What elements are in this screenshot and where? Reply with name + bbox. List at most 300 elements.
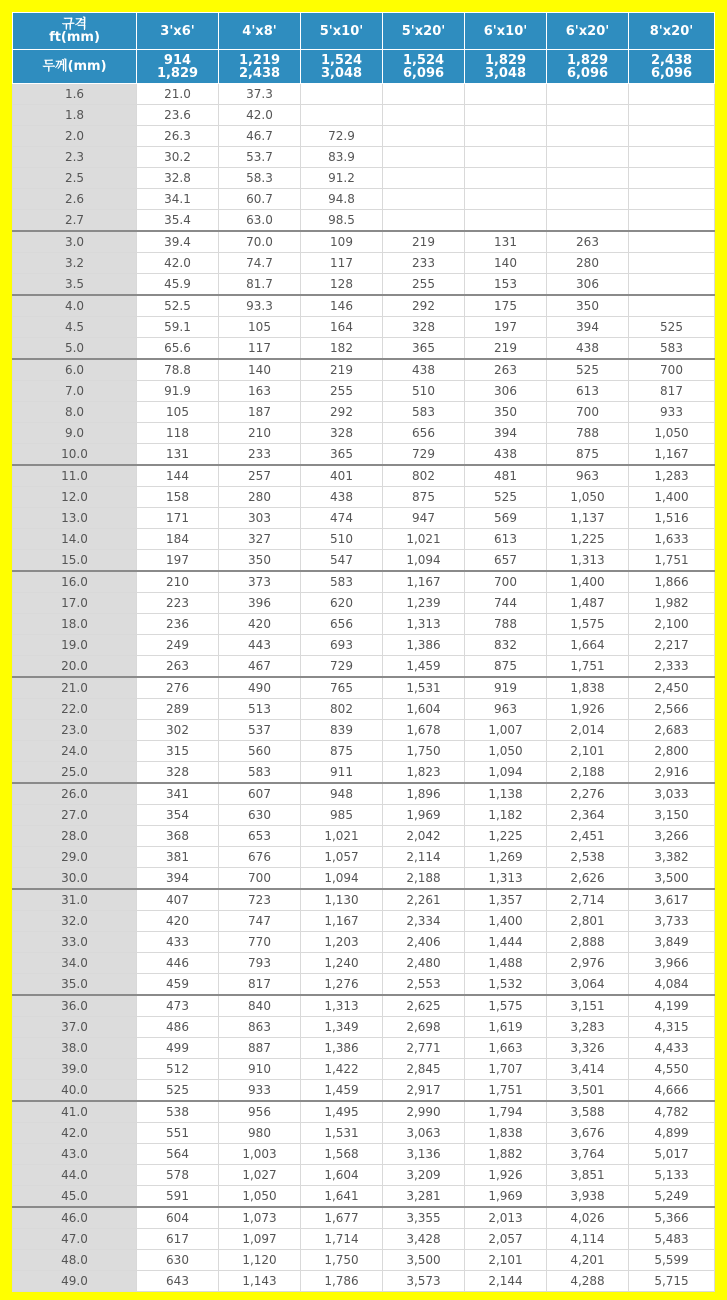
weight-cell: 525 xyxy=(629,317,715,338)
weight-cell: 187 xyxy=(219,402,301,423)
table-row xyxy=(13,805,715,826)
weight-cell xyxy=(629,84,715,105)
weight-cell: 817 xyxy=(219,974,301,996)
weight-cell: 365 xyxy=(383,338,465,360)
weight-cell: 4,315 xyxy=(629,1017,715,1038)
mm-length: 6,096 xyxy=(650,65,693,81)
table-row xyxy=(13,974,715,996)
weight-cell: 438 xyxy=(383,359,465,381)
weight-cell: 2,334 xyxy=(383,911,465,932)
weight-cell: 2,057 xyxy=(465,1229,547,1250)
weight-cell: 171 xyxy=(137,508,219,529)
thickness-cell: 11.0 xyxy=(13,465,137,487)
weight-cell xyxy=(383,210,465,232)
weight-cell: 1,459 xyxy=(301,1080,383,1102)
mm-length: 1,829 xyxy=(156,65,199,81)
weight-cell: 438 xyxy=(465,444,547,466)
mm-width: 1,219 xyxy=(238,52,281,68)
weight-cell: 368 xyxy=(137,826,219,847)
thickness-cell: 12.0 xyxy=(13,487,137,508)
weight-cell: 1,575 xyxy=(465,995,547,1017)
table-row xyxy=(13,84,715,105)
spec-corner-line2: ft(mm) xyxy=(49,30,100,45)
weight-cell: 2,917 xyxy=(383,1080,465,1102)
weight-cell: 1,794 xyxy=(465,1101,547,1123)
weight-cell: 1,969 xyxy=(465,1186,547,1208)
table-row xyxy=(13,593,715,614)
weight-cell: 23.6 xyxy=(137,105,219,126)
weight-cell: 1,138 xyxy=(465,783,547,805)
weight-cell: 747 xyxy=(219,911,301,932)
thickness-cell: 9.0 xyxy=(13,423,137,444)
weight-cell xyxy=(301,105,383,126)
mm-header xyxy=(629,50,715,84)
thickness-cell: 30.0 xyxy=(13,868,137,890)
weight-cell: 289 xyxy=(137,699,219,720)
table-row xyxy=(13,720,715,741)
weight-cell: 365 xyxy=(301,444,383,466)
weight-table-frame xyxy=(12,12,714,1288)
weight-cell: 2,480 xyxy=(383,953,465,974)
weight-cell: 1,896 xyxy=(383,783,465,805)
table-row xyxy=(13,189,715,210)
weight-cell: 1,143 xyxy=(219,1271,301,1292)
weight-cell: 604 xyxy=(137,1207,219,1229)
weight-cell: 1,003 xyxy=(219,1144,301,1165)
weight-cell: 2,801 xyxy=(547,911,629,932)
weight-cell: 2,364 xyxy=(547,805,629,826)
table-row xyxy=(13,1165,715,1186)
thickness-cell: 31.0 xyxy=(13,889,137,911)
weight-cell: 1,097 xyxy=(219,1229,301,1250)
table-row xyxy=(13,1250,715,1271)
weight-cell: 512 xyxy=(137,1059,219,1080)
weight-cell: 58.3 xyxy=(219,168,301,189)
weight-cell: 109 xyxy=(301,231,383,253)
weight-cell: 1,386 xyxy=(383,635,465,656)
weight-cell: 1,838 xyxy=(465,1123,547,1144)
weight-cell: 1,050 xyxy=(629,423,715,444)
weight-cell: 164 xyxy=(301,317,383,338)
weight-cell: 583 xyxy=(219,762,301,784)
weight-cell: 2,566 xyxy=(629,699,715,720)
weight-cell: 933 xyxy=(629,402,715,423)
weight-cell: 1,050 xyxy=(547,487,629,508)
weight-cell: 131 xyxy=(137,444,219,466)
weight-cell: 4,782 xyxy=(629,1101,715,1123)
weight-cell xyxy=(547,147,629,168)
table-row xyxy=(13,635,715,656)
weight-cell: 303 xyxy=(219,508,301,529)
table-row xyxy=(13,147,715,168)
weight-cell: 1,604 xyxy=(383,699,465,720)
weight-cell: 513 xyxy=(219,699,301,720)
weight-cell: 3,764 xyxy=(547,1144,629,1165)
table-row xyxy=(13,699,715,720)
weight-cell xyxy=(629,189,715,210)
weight-cell: 153 xyxy=(465,274,547,296)
weight-cell: 3,281 xyxy=(383,1186,465,1208)
weight-cell: 118 xyxy=(137,423,219,444)
weight-cell: 74.7 xyxy=(219,253,301,274)
weight-cell: 341 xyxy=(137,783,219,805)
weight-cell: 3,500 xyxy=(383,1250,465,1271)
weight-cell: 2,553 xyxy=(383,974,465,996)
mm-header xyxy=(219,50,301,84)
weight-cell: 1,633 xyxy=(629,529,715,550)
weight-cell: 956 xyxy=(219,1101,301,1123)
weight-cell: 263 xyxy=(137,656,219,678)
weight-cell: 236 xyxy=(137,614,219,635)
weight-cell: 394 xyxy=(465,423,547,444)
mm-length: 3,048 xyxy=(484,65,527,81)
weight-cell: 210 xyxy=(137,571,219,593)
thickness-cell: 7.0 xyxy=(13,381,137,402)
weight-cell: 1,707 xyxy=(465,1059,547,1080)
weight-cell: 2,261 xyxy=(383,889,465,911)
weight-cell: 3,588 xyxy=(547,1101,629,1123)
table-row xyxy=(13,889,715,911)
thickness-cell: 17.0 xyxy=(13,593,137,614)
weight-cell: 481 xyxy=(465,465,547,487)
table-row xyxy=(13,359,715,381)
weight-cell: 910 xyxy=(219,1059,301,1080)
weight-cell: 1,167 xyxy=(383,571,465,593)
weight-cell: 1,838 xyxy=(547,677,629,699)
weight-cell: 219 xyxy=(383,231,465,253)
weight-cell: 525 xyxy=(137,1080,219,1102)
weight-cell: 280 xyxy=(547,253,629,274)
weight-cell: 1,130 xyxy=(301,889,383,911)
thickness-cell: 43.0 xyxy=(13,1144,137,1165)
table-row xyxy=(13,1059,715,1080)
size-header: 5'x10' xyxy=(301,13,383,50)
weight-cell: 547 xyxy=(301,550,383,572)
weight-cell: 578 xyxy=(137,1165,219,1186)
weight-cell: 630 xyxy=(219,805,301,826)
table-row xyxy=(13,529,715,550)
thickness-cell: 4.5 xyxy=(13,317,137,338)
table-row xyxy=(13,932,715,953)
thickness-cell: 2.5 xyxy=(13,168,137,189)
thickness-cell: 2.0 xyxy=(13,126,137,147)
weight-cell: 744 xyxy=(465,593,547,614)
weight-cell: 1,313 xyxy=(547,550,629,572)
weight-cell: 2,333 xyxy=(629,656,715,678)
spec-corner-header xyxy=(13,13,137,50)
weight-cell: 53.7 xyxy=(219,147,301,168)
weight-cell: 131 xyxy=(465,231,547,253)
table-row xyxy=(13,741,715,762)
weight-cell: 5,715 xyxy=(629,1271,715,1292)
weight-cell: 1,926 xyxy=(547,699,629,720)
thickness-cell: 37.0 xyxy=(13,1017,137,1038)
weight-cell: 184 xyxy=(137,529,219,550)
weight-cell: 537 xyxy=(219,720,301,741)
weight-cell: 933 xyxy=(219,1080,301,1102)
weight-cell: 2,450 xyxy=(629,677,715,699)
mm-length: 3,048 xyxy=(320,65,363,81)
weight-cell: 3,573 xyxy=(383,1271,465,1292)
table-row xyxy=(13,677,715,699)
weight-cell: 4,199 xyxy=(629,995,715,1017)
weight-cell: 117 xyxy=(219,338,301,360)
weight-cell: 613 xyxy=(465,529,547,550)
weight-cell: 1,531 xyxy=(301,1123,383,1144)
table-row xyxy=(13,423,715,444)
table-row xyxy=(13,381,715,402)
weight-cell: 700 xyxy=(547,402,629,423)
weight-cell: 2,771 xyxy=(383,1038,465,1059)
weight-cell xyxy=(301,84,383,105)
weight-cell: 963 xyxy=(547,465,629,487)
weight-cell: 280 xyxy=(219,487,301,508)
weight-cell: 2,916 xyxy=(629,762,715,784)
weight-cell: 3,849 xyxy=(629,932,715,953)
weight-cell: 1,276 xyxy=(301,974,383,996)
weight-cell: 2,276 xyxy=(547,783,629,805)
weight-cell: 350 xyxy=(547,295,629,317)
weight-cell: 1,575 xyxy=(547,614,629,635)
weight-cell: 1,982 xyxy=(629,593,715,614)
weight-cell: 788 xyxy=(465,614,547,635)
weight-cell: 5,017 xyxy=(629,1144,715,1165)
weight-cell: 396 xyxy=(219,593,301,614)
weight-cell: 2,100 xyxy=(629,614,715,635)
thickness-cell: 33.0 xyxy=(13,932,137,953)
table-row xyxy=(13,1271,715,1292)
weight-cell: 3,136 xyxy=(383,1144,465,1165)
weight-cell: 1,786 xyxy=(301,1271,383,1292)
weight-cell: 2,625 xyxy=(383,995,465,1017)
weight-cell: 446 xyxy=(137,953,219,974)
weight-cell: 510 xyxy=(383,381,465,402)
weight-cell: 1,269 xyxy=(465,847,547,868)
table-row xyxy=(13,550,715,572)
weight-cell: 3,428 xyxy=(383,1229,465,1250)
weight-cell: 223 xyxy=(137,593,219,614)
weight-cell: 538 xyxy=(137,1101,219,1123)
weight-cell: 292 xyxy=(301,402,383,423)
weight-cell: 276 xyxy=(137,677,219,699)
mm-width: 2,438 xyxy=(650,52,693,68)
table-row xyxy=(13,847,715,868)
thickness-cell: 8.0 xyxy=(13,402,137,423)
weight-cell xyxy=(383,147,465,168)
weight-cell: 817 xyxy=(629,381,715,402)
mm-header xyxy=(547,50,629,84)
weight-cell: 729 xyxy=(301,656,383,678)
weight-cell: 887 xyxy=(219,1038,301,1059)
weight-cell: 1,225 xyxy=(465,826,547,847)
weight-cell: 1,050 xyxy=(465,741,547,762)
weight-cell: 210 xyxy=(219,423,301,444)
weight-cell: 4,433 xyxy=(629,1038,715,1059)
weight-cell xyxy=(465,126,547,147)
weight-cell: 1,663 xyxy=(465,1038,547,1059)
weight-cell: 875 xyxy=(547,444,629,466)
weight-cell: 700 xyxy=(219,868,301,890)
weight-cell: 263 xyxy=(547,231,629,253)
weight-cell xyxy=(547,189,629,210)
weight-cell: 2,188 xyxy=(547,762,629,784)
weight-cell: 3,966 xyxy=(629,953,715,974)
weight-cell: 4,084 xyxy=(629,974,715,996)
table-row xyxy=(13,1123,715,1144)
weight-cell: 1,516 xyxy=(629,508,715,529)
weight-cell: 474 xyxy=(301,508,383,529)
size-header: 4'x8' xyxy=(219,13,301,50)
weight-cell: 467 xyxy=(219,656,301,678)
weight-cell: 1,487 xyxy=(547,593,629,614)
weight-cell: 4,288 xyxy=(547,1271,629,1292)
weight-cell: 1,488 xyxy=(465,953,547,974)
spec-corner-line1: 규격 xyxy=(61,17,88,32)
weight-cell: 63.0 xyxy=(219,210,301,232)
weight-cell: 306 xyxy=(465,381,547,402)
weight-cell: 21.0 xyxy=(137,84,219,105)
weight-cell: 2,101 xyxy=(465,1250,547,1271)
thickness-cell: 42.0 xyxy=(13,1123,137,1144)
weight-cell: 255 xyxy=(383,274,465,296)
weight-cell: 98.5 xyxy=(301,210,383,232)
size-header: 5'x20' xyxy=(383,13,465,50)
weight-cell: 4,550 xyxy=(629,1059,715,1080)
table-row xyxy=(13,1144,715,1165)
table-row xyxy=(13,402,715,423)
weight-cell: 700 xyxy=(629,359,715,381)
weight-cell: 1,057 xyxy=(301,847,383,868)
table-row xyxy=(13,338,715,360)
weight-cell: 394 xyxy=(547,317,629,338)
weight-cell xyxy=(465,147,547,168)
weight-cell: 1,094 xyxy=(301,868,383,890)
weight-cell: 4,899 xyxy=(629,1123,715,1144)
weight-cell: 620 xyxy=(301,593,383,614)
table-row xyxy=(13,656,715,678)
thickness-cell: 10.0 xyxy=(13,444,137,466)
weight-cell: 1,313 xyxy=(383,614,465,635)
weight-cell: 394 xyxy=(137,868,219,890)
thickness-cell: 19.0 xyxy=(13,635,137,656)
thickness-cell: 4.0 xyxy=(13,295,137,317)
weight-cell xyxy=(547,168,629,189)
weight-cell xyxy=(629,295,715,317)
weight-cell xyxy=(629,168,715,189)
weight-cell: 2,101 xyxy=(547,741,629,762)
weight-cell: 875 xyxy=(465,656,547,678)
weight-cell: 832 xyxy=(465,635,547,656)
weight-cell: 980 xyxy=(219,1123,301,1144)
weight-cell: 1,823 xyxy=(383,762,465,784)
weight-cell xyxy=(629,231,715,253)
weight-cell: 163 xyxy=(219,381,301,402)
weight-cell: 3,033 xyxy=(629,783,715,805)
weight-cell: 78.8 xyxy=(137,359,219,381)
weight-cell xyxy=(547,84,629,105)
weight-cell: 3,414 xyxy=(547,1059,629,1080)
size-header: 6'x10' xyxy=(465,13,547,50)
table-row xyxy=(13,508,715,529)
weight-cell: 875 xyxy=(301,741,383,762)
weight-cell: 4,114 xyxy=(547,1229,629,1250)
table-row xyxy=(13,210,715,232)
weight-cell: 2,845 xyxy=(383,1059,465,1080)
weight-cell: 1,750 xyxy=(301,1250,383,1271)
weight-cell: 140 xyxy=(465,253,547,274)
weight-cell: 233 xyxy=(219,444,301,466)
weight-cell: 1,444 xyxy=(465,932,547,953)
weight-cell: 770 xyxy=(219,932,301,953)
thickness-cell: 26.0 xyxy=(13,783,137,805)
weight-cell: 2,800 xyxy=(629,741,715,762)
weight-cell: 59.1 xyxy=(137,317,219,338)
weight-cell: 81.7 xyxy=(219,274,301,296)
weight-cell: 401 xyxy=(301,465,383,487)
weight-cell: 723 xyxy=(219,889,301,911)
weight-cell xyxy=(465,168,547,189)
table-row xyxy=(13,953,715,974)
weight-cell: 128 xyxy=(301,274,383,296)
weight-cell: 490 xyxy=(219,677,301,699)
weight-cell: 1,349 xyxy=(301,1017,383,1038)
weight-cell: 65.6 xyxy=(137,338,219,360)
weight-cell: 197 xyxy=(465,317,547,338)
weight-cell: 381 xyxy=(137,847,219,868)
weight-cell xyxy=(383,168,465,189)
weight-cell: 350 xyxy=(465,402,547,423)
weight-cell: 1,283 xyxy=(629,465,715,487)
weight-cell: 3,382 xyxy=(629,847,715,868)
weight-cell: 328 xyxy=(137,762,219,784)
weight-cell: 146 xyxy=(301,295,383,317)
thickness-cell: 2.7 xyxy=(13,210,137,232)
thickness-cell: 48.0 xyxy=(13,1250,137,1271)
weight-cell: 94.8 xyxy=(301,189,383,210)
weight-cell: 1,400 xyxy=(547,571,629,593)
weight-cell: 4,201 xyxy=(547,1250,629,1271)
weight-cell: 1,386 xyxy=(301,1038,383,1059)
weight-cell: 1,073 xyxy=(219,1207,301,1229)
weight-cell: 2,888 xyxy=(547,932,629,953)
weight-cell: 963 xyxy=(465,699,547,720)
weight-cell: 875 xyxy=(383,487,465,508)
thickness-cell: 41.0 xyxy=(13,1101,137,1123)
weight-cell: 3,938 xyxy=(547,1186,629,1208)
weight-cell: 306 xyxy=(547,274,629,296)
weight-cell: 1,677 xyxy=(301,1207,383,1229)
thickness-cell: 40.0 xyxy=(13,1080,137,1102)
weight-cell: 1,641 xyxy=(301,1186,383,1208)
size-header-row xyxy=(13,13,715,50)
weight-cell: 83.9 xyxy=(301,147,383,168)
weight-cell xyxy=(629,274,715,296)
weight-cell: 911 xyxy=(301,762,383,784)
table-row xyxy=(13,868,715,890)
thickness-cell: 15.0 xyxy=(13,550,137,572)
weight-cell: 420 xyxy=(219,614,301,635)
thickness-cell: 14.0 xyxy=(13,529,137,550)
weight-cell: 1,313 xyxy=(301,995,383,1017)
weight-cell: 4,666 xyxy=(629,1080,715,1102)
weight-cell: 510 xyxy=(301,529,383,550)
thickness-cell: 3.0 xyxy=(13,231,137,253)
weight-cell: 249 xyxy=(137,635,219,656)
mm-width: 914 xyxy=(163,52,192,68)
weight-cell: 42.0 xyxy=(137,253,219,274)
weight-cell: 617 xyxy=(137,1229,219,1250)
weight-cell: 2,451 xyxy=(547,826,629,847)
